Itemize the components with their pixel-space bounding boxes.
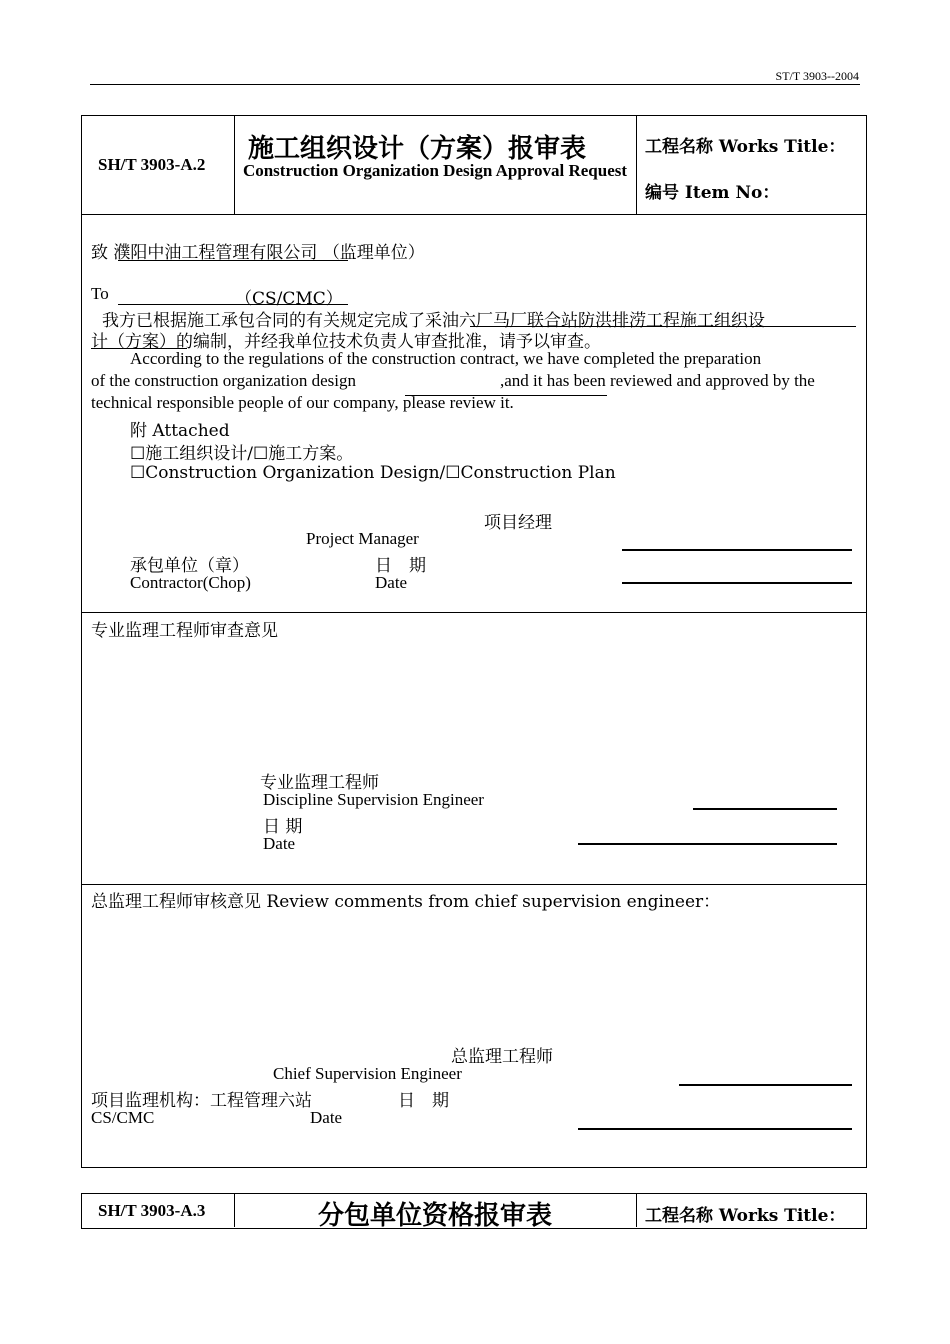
- supervision-org-zh: 项目监理机构：工程管理六站: [91, 1091, 312, 1111]
- date-signature-line: [622, 582, 852, 584]
- chief-date-zh: 日 期: [398, 1091, 449, 1111]
- header-rule: [90, 84, 860, 85]
- discipline-engineer-en: Discipline Supervision Engineer: [263, 790, 484, 809]
- pm-en: Project Manager: [306, 529, 419, 548]
- discipline-opinion-label: 专业监理工程师审查意见: [91, 621, 278, 641]
- chief-engineer-zh: 总监理工程师: [451, 1047, 553, 1067]
- chief-date-line: [578, 1128, 852, 1130]
- statement-zh-2a: 计（方案）: [91, 332, 176, 352]
- discipline-signature-line: [693, 808, 837, 810]
- chief-engineer-en: Chief Supervision Engineer: [273, 1064, 462, 1083]
- supervision-org-en: CS/CMC: [91, 1108, 155, 1127]
- col-divider: [234, 115, 235, 214]
- statement-zh-2b: 的编制，并经我单位技术负责人审查批准，请予以审查。: [176, 332, 601, 352]
- to-en: To: [91, 284, 109, 303]
- col-divider: [234, 1193, 235, 1227]
- discipline-date-en: Date: [263, 834, 296, 853]
- row-divider: [81, 214, 866, 215]
- form-title-en: Construction Organization Design Approval Request: [242, 161, 628, 180]
- statement-en-3: technical responsible people of our company, please review it.: [91, 393, 514, 412]
- pm-zh: 项目经理: [484, 513, 552, 533]
- statement-en-2a: of the construction organization design: [91, 371, 357, 390]
- form-code: SH/T 3903-A.2: [98, 155, 206, 174]
- chief-signature-line: [679, 1084, 852, 1086]
- statement-en-2b: ,and it has been reviewed and approved by the: [500, 371, 815, 390]
- item-no-label: 编号 Item No：: [645, 183, 780, 203]
- attached-label: 附 Attached: [130, 421, 230, 441]
- supervisor-company: 濮阳中油工程管理有限公司: [113, 243, 318, 263]
- col-divider: [636, 1193, 637, 1227]
- company-underline: [118, 260, 348, 261]
- col-divider: [636, 115, 637, 214]
- form-a3-code: SH/T 3903-A.3: [98, 1201, 206, 1220]
- row-divider: [81, 612, 866, 613]
- statement-project: 采油六厂马厂联合站防洪排涝工程施工组织设: [425, 311, 765, 331]
- form-a3-works-title-label: 工程名称 Works Title：: [645, 1206, 846, 1226]
- date-en: Date: [375, 573, 408, 592]
- form-a2-border: [81, 115, 867, 1168]
- cs-cmc: （CS/CMC）: [235, 289, 343, 309]
- attached-en: ☐Construction Organization Design/☐Construction Plan: [130, 463, 616, 483]
- form-a3-title: 分包单位资格报审表: [317, 1201, 552, 1231]
- discipline-engineer-zh: 专业监理工程师: [260, 773, 379, 793]
- attached-zh: ☐施工组织设计/☐施工方案。: [130, 444, 354, 464]
- to-prefix: 致: [91, 243, 108, 263]
- row-divider: [81, 884, 866, 885]
- chief-date-en: Date: [310, 1108, 343, 1127]
- contractor-zh: 承包单位（章）: [130, 556, 249, 576]
- statement-en-1: According to the regulations of the construction contract, we have completed the preparation: [130, 349, 762, 368]
- standard-code: ST/T 3903--2004: [775, 69, 859, 83]
- date-zh: 日 期: [375, 556, 426, 576]
- form-title-zh: 施工组织设计（方案）报审表: [248, 134, 587, 164]
- statement-zh-1a: 我方已根据施工承包合同的有关规定完成了: [102, 311, 425, 331]
- to-underline: [118, 304, 348, 305]
- supervisor-suffix: （监理单位）: [322, 243, 425, 263]
- discipline-date-line: [578, 843, 837, 845]
- pm-signature-line: [622, 549, 852, 551]
- discipline-date-zh: 日 期: [263, 817, 303, 837]
- chief-comments-label: 总监理工程师审核意见 Review comments from chief supervision engineer：: [91, 892, 721, 912]
- contractor-en: Contractor(Chop): [130, 573, 251, 592]
- works-title-label: 工程名称 Works Title：: [645, 137, 846, 157]
